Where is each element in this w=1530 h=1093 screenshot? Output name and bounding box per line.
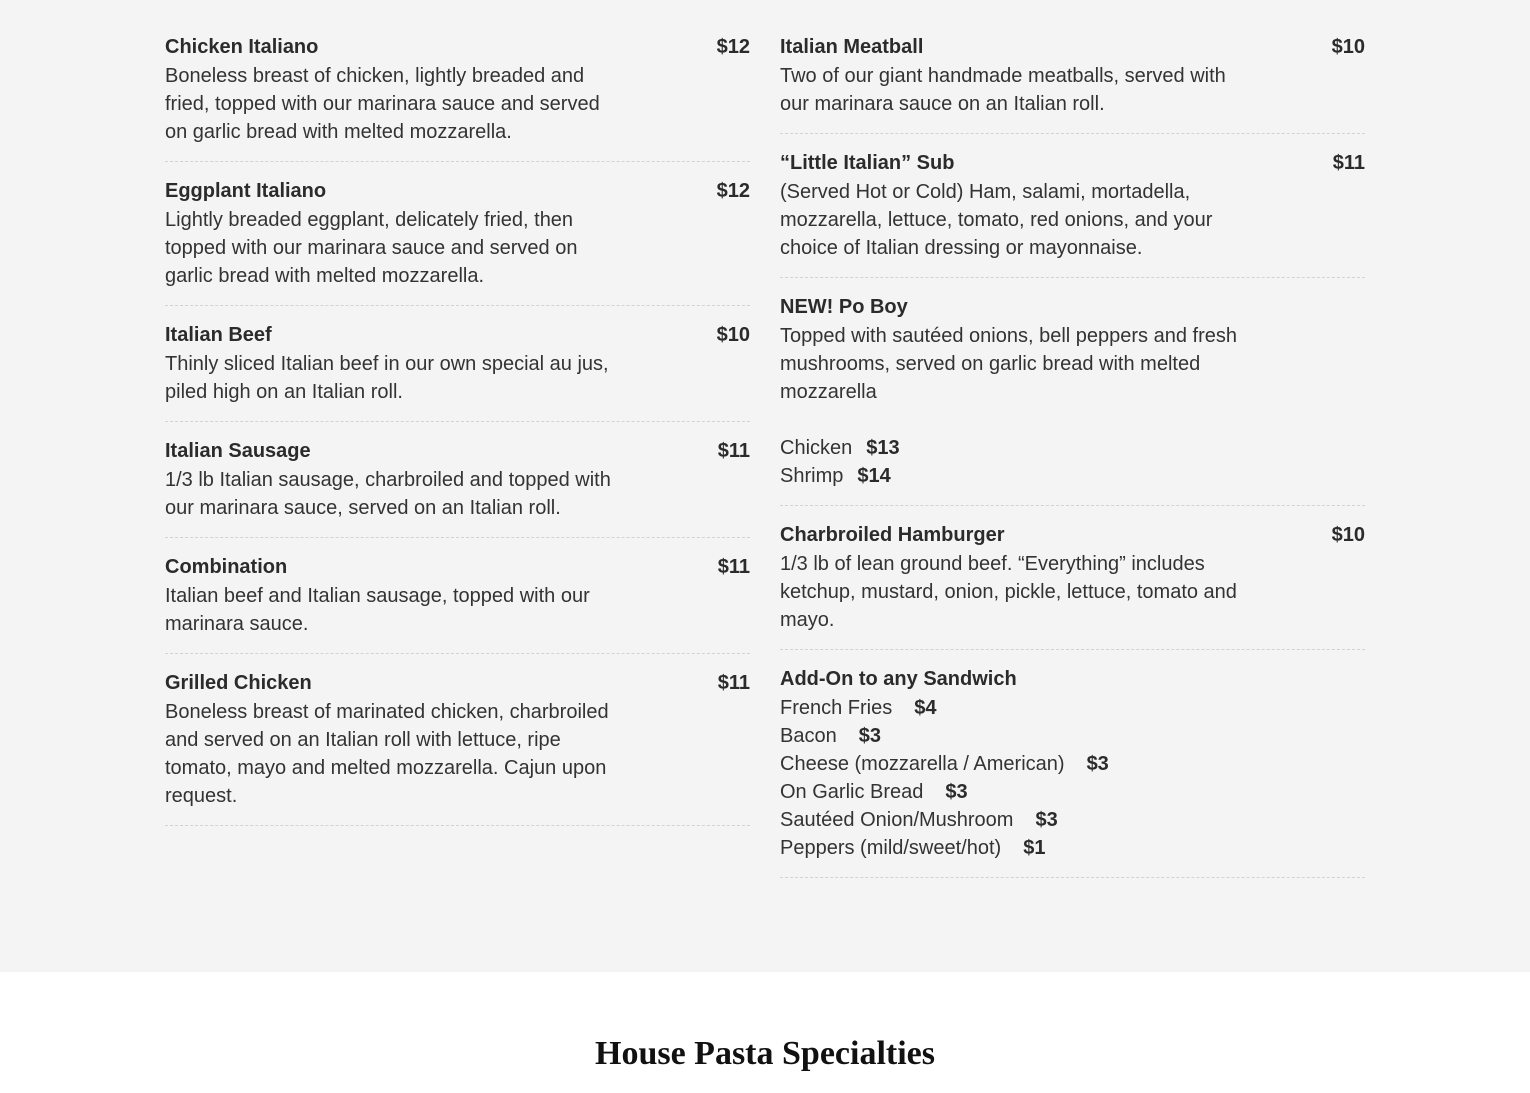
addon-label: Cheese (mozzarella / American) (780, 753, 1065, 775)
addon-row (780, 694, 1365, 722)
pasta-section (0, 972, 1530, 1093)
menu-item (165, 320, 750, 422)
item-name: Grilled Chicken (165, 672, 312, 694)
menu-item (780, 32, 1365, 134)
addon-label: Bacon (780, 725, 837, 747)
addon-price: $3 (1086, 753, 1109, 775)
item-price: $11 (1332, 152, 1365, 174)
addon-price: $3 (1035, 809, 1058, 831)
item-price: $10 (1331, 524, 1365, 546)
variant-price: $13 (866, 437, 900, 459)
item-description: Topped with sautéed onions, bell peppers and fresh mushrooms, served on garlic bread with melted mozzarella (780, 325, 1237, 403)
variant-label: Shrimp (780, 465, 844, 487)
menu-column-left (165, 32, 750, 840)
addon-price: $3 (858, 725, 881, 747)
item-description: Boneless breast of chicken, lightly breaded and fried, topped with our marinara sauce and served on garlic bread with melted mozzarella. (165, 65, 600, 143)
variant-row (780, 462, 1365, 490)
section-title: House Pasta Specialties (595, 1035, 935, 1072)
addon-price: $1 (1023, 837, 1046, 859)
addon-row (780, 722, 1365, 750)
menu-item (780, 520, 1365, 650)
menu-item (165, 176, 750, 306)
item-price: $11 (717, 440, 750, 462)
menu-item (165, 552, 750, 654)
menu-item (165, 436, 750, 538)
item-price: $11 (717, 672, 750, 694)
item-price: $10 (716, 324, 750, 346)
item-price: $10 (1331, 36, 1365, 58)
item-name: Eggplant Italiano (165, 180, 327, 202)
item-description: Italian beef and Italian sausage, topped with our marinara sauce. (165, 585, 590, 635)
item-description: (Served Hot or Cold) Ham, salami, mortadella, mozzarella, lettuce, tomato, red onions, and your choice of Italian dressing or mayonnaise. (780, 181, 1213, 259)
addon-label: Sautéed Onion/Mushroom (780, 809, 1014, 831)
addon-label: French Fries (780, 697, 893, 719)
menu-item (165, 32, 750, 162)
addon-price: $3 (945, 781, 968, 803)
item-name: Chicken Italiano (165, 36, 319, 58)
addon-row (780, 806, 1365, 834)
item-description: Lightly breaded eggplant, delicately fried, then topped with our marinara sauce and served on garlic bread with melted mozzarella. (165, 209, 578, 287)
addon-label: Peppers (mild/sweet/hot) (780, 837, 1002, 859)
variant-price: $14 (857, 465, 891, 487)
item-name: NEW! Po Boy (780, 296, 908, 318)
item-description: Two of our giant handmade meatballs, served with our marinara sauce on an Italian roll. (780, 65, 1226, 115)
item-price: $12 (716, 36, 750, 58)
item-name: Italian Sausage (165, 440, 311, 462)
addon-row (780, 834, 1365, 862)
addons-block (780, 664, 1365, 878)
item-description: Boneless breast of marinated chicken, charbroiled and served on an Italian roll with lettuce, ripe tomato, mayo and melted mozzarella. Cajun upon request. (165, 701, 609, 807)
addons-title: Add-On to any Sandwich (780, 668, 1017, 690)
item-name: “Little Italian” Sub (780, 152, 955, 174)
item-description: 1/3 lb Italian sausage, charbroiled and topped with our marinara sauce, served on an Italian roll. (165, 469, 611, 519)
item-description: Thinly sliced Italian beef in our own special au jus, piled high on an Italian roll. (165, 353, 609, 403)
addon-label: On Garlic Bread (780, 781, 924, 803)
item-description: 1/3 lb of lean ground beef. “Everything” includes ketchup, mustard, onion, pickle, lettuce, tomato and mayo. (780, 553, 1237, 631)
item-name: Combination (165, 556, 288, 578)
addon-row (780, 778, 1365, 806)
menu-item (165, 668, 750, 826)
item-name: Italian Beef (165, 324, 272, 346)
item-name: Italian Meatball (780, 36, 924, 58)
variant-row (780, 434, 1365, 462)
menu-item (780, 148, 1365, 278)
addon-row (780, 750, 1365, 778)
addon-price: $4 (914, 697, 937, 719)
variant-label: Chicken (780, 437, 853, 459)
item-price: $11 (717, 556, 750, 578)
menu-column-right (780, 32, 1365, 892)
item-name: Charbroiled Hamburger (780, 524, 1005, 546)
item-price: $12 (716, 180, 750, 202)
menu-item (780, 292, 1365, 506)
item-variants (780, 434, 1365, 490)
